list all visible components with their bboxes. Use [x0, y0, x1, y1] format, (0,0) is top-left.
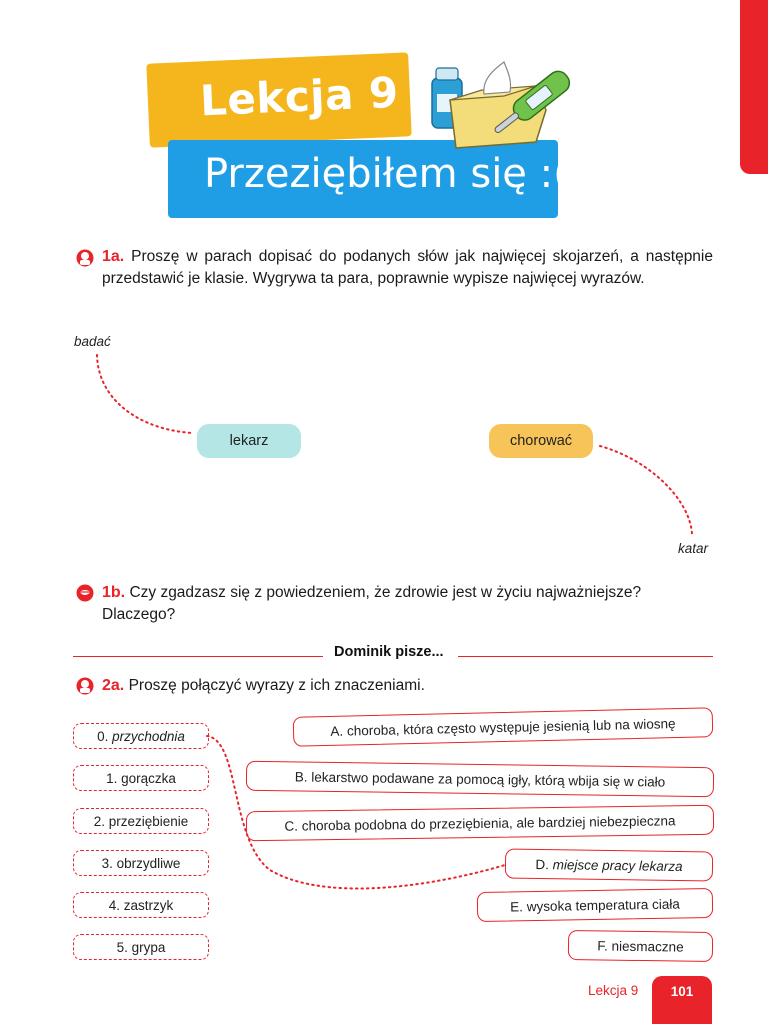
task-2a-number: 2a. [102, 677, 125, 694]
word-text: zastrzyk [123, 897, 174, 913]
meaning-box-c [246, 805, 714, 842]
pair-work-icon [76, 677, 94, 695]
word-box-3 [73, 850, 209, 876]
task-1b-question: Czy zgadzasz się z powiedzeniem, że zdrowie jest w życiu najważniejsze? Dlaczego? [102, 584, 642, 623]
word-text: przychodnia [112, 728, 185, 744]
meaning-letter: B. [294, 768, 308, 785]
meaning-letter: D. [535, 856, 550, 872]
task-1b-number: 1b. [102, 584, 126, 601]
word-box-5 [73, 934, 209, 960]
divider-line-right [458, 656, 713, 657]
word-text: obrzydliwe [116, 855, 181, 871]
footer-lesson-label: Lekcja 9 [588, 983, 639, 998]
meaning-box-a [293, 707, 714, 747]
pair-work-icon [76, 249, 94, 267]
word-box-4 [73, 892, 209, 918]
meaning-box-b [246, 761, 714, 798]
meaning-text: choroba podobna do przeziębienia, ale bardziej niebezpieczna [301, 812, 676, 833]
word-number: 4. [108, 897, 120, 913]
meaning-letter: E. [510, 898, 524, 914]
word-number: 0. [97, 728, 109, 744]
task-1a-instruction: Proszę w parach dopisać do podanych słów jak najwięcej skojarzeń, a następnie przedstawić je klasie. Wygrywa ta para, poprawnie wypisze najwięcej wyrazów. [102, 248, 713, 287]
meaning-box-e [477, 888, 713, 922]
lesson-subtitle: Przeziębiłem się :( [204, 151, 569, 197]
meaning-box-d [505, 849, 713, 882]
word-box-1 [73, 765, 209, 791]
word-pill-chorowac: chorować [489, 424, 593, 458]
word-number: 2. [93, 813, 105, 829]
word-number: 5. [116, 939, 128, 955]
meaning-text: miejsce pracy lekarza [552, 856, 683, 874]
divider-line-left [73, 656, 323, 657]
meaning-text: wysoka temperatura ciała [526, 896, 680, 914]
word-box-0 [73, 723, 209, 749]
section-heading: Dominik pisze... [334, 644, 444, 660]
meaning-letter: A. [330, 723, 344, 739]
word-box-2 [73, 808, 209, 834]
chapter-edge-tab [740, 0, 768, 174]
word-number: 1. [106, 770, 118, 786]
page-number-text: 101 [670, 984, 694, 999]
task-2a [102, 675, 713, 697]
word-text: przeziębienie [108, 813, 189, 829]
meaning-box-f [568, 930, 713, 962]
example-word-katar: katar [678, 541, 709, 556]
lesson-title: Lekcja 9 [199, 67, 400, 126]
meaning-text: choroba, która często występuje jesienią lub na wiosnę [346, 715, 676, 739]
meaning-letter: C. [284, 818, 299, 834]
meaning-letter: F. [597, 937, 608, 954]
task-1a [102, 246, 713, 290]
medicine-illustration [426, 50, 586, 160]
connector-chorowac-katar [600, 446, 692, 534]
meaning-text: niesmaczne [611, 938, 684, 955]
speaking-icon [76, 584, 94, 602]
page-number [652, 976, 712, 1024]
example-word-badac: badać [74, 334, 111, 349]
task-1a-number: 1a. [102, 248, 125, 265]
word-text: gorączka [121, 770, 176, 786]
word-pill-lekarz: lekarz [197, 424, 301, 458]
word-number: 3. [101, 855, 113, 871]
task-1b [102, 582, 713, 626]
word-text: grypa [131, 939, 166, 955]
task-2a-instruction: Proszę połączyć wyrazy z ich znaczeniami. [128, 677, 425, 694]
meaning-text: lekarstwo podawane za pomocą igły, którą wbija się w ciało [311, 769, 666, 790]
connector-badac-lekarz [97, 355, 193, 433]
